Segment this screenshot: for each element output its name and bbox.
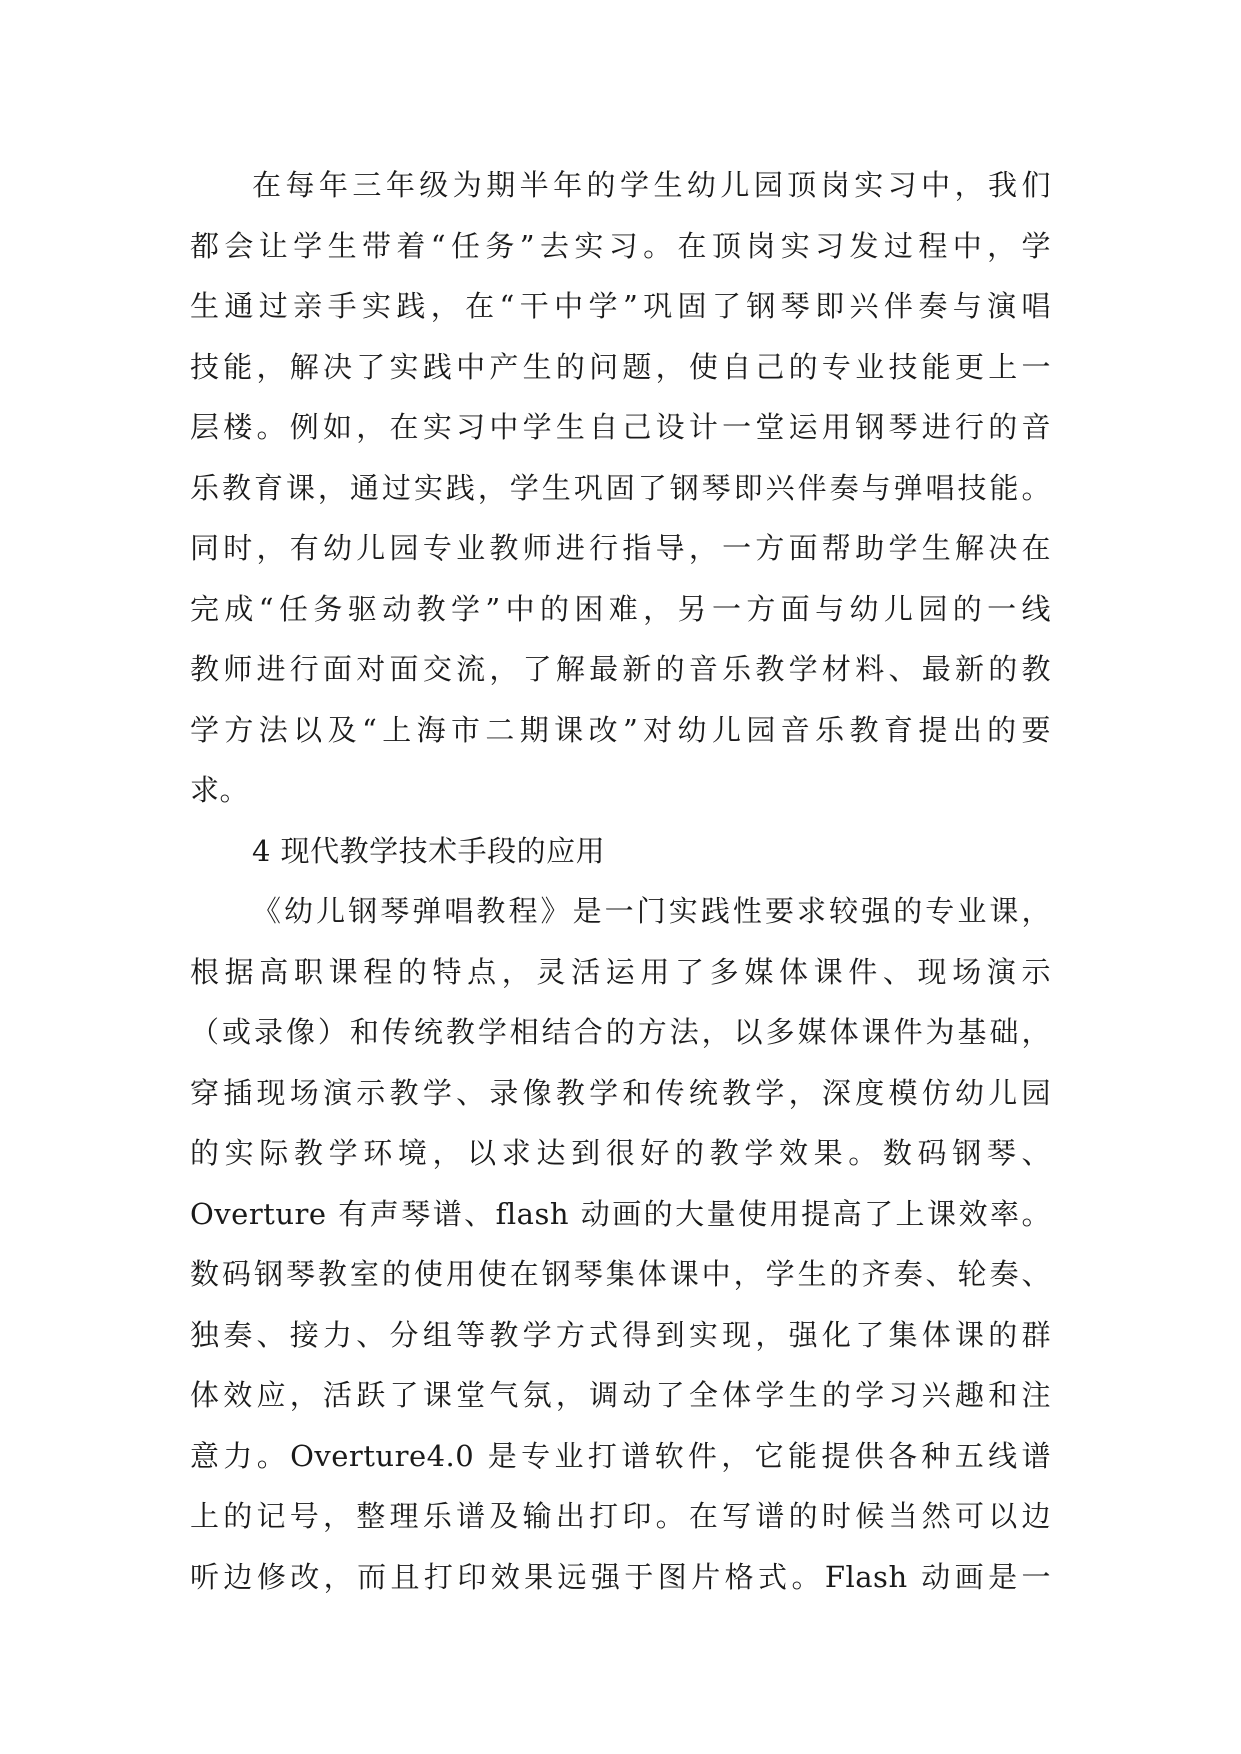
text-line: 上的记号，整理乐谱及输出打印。在写谱的时候当然可以边: [190, 1499, 1051, 1533]
section-heading: 4 现代教学技术手段的应用: [252, 833, 606, 868]
text-line: 求。: [190, 773, 250, 807]
text-line: Overture 有声琴谱、flash 动画的大量使用提高了上课效率。: [190, 1196, 1051, 1231]
text-line: 的实际教学环境，以求达到很好的教学效果。数码钢琴、: [190, 1136, 1051, 1170]
text-line: 生通过亲手实践，在“干中学”巩固了钢琴即兴伴奏与演唱: [190, 289, 1051, 323]
text-line: 穿插现场演示教学、录像教学和传统教学，深度模仿幼儿园: [190, 1075, 1051, 1110]
text-line: 都会让学生带着“任务”去实习。在顶岗实习发过程中，学: [190, 228, 1051, 263]
text-line: 体效应，活跃了课堂气氛，调动了全体学生的学习兴趣和注: [190, 1378, 1051, 1412]
text-line: 数码钢琴教室的使用使在钢琴集体课中，学生的齐奏、轮奏、: [190, 1257, 1051, 1291]
text-line: 在每年三年级为期半年的学生幼儿园顶岗实习中，我们: [252, 168, 1051, 202]
text-line: 独奏、接力、分组等教学方式得到实现，强化了集体课的群: [190, 1317, 1051, 1352]
text-line: 教师进行面对面交流，了解最新的音乐教学材料、最新的教: [190, 652, 1051, 686]
text-line: 听边修改，而且打印效果远强于图片格式。Flash 动画是一: [190, 1559, 1051, 1594]
text-line: 同时，有幼儿园专业教师进行指导，一方面帮助学生解决在: [190, 531, 1051, 565]
paragraph-internship: [190, 155, 1051, 821]
text-line: 技能，解决了实践中产生的问题，使自己的专业技能更上一: [190, 349, 1051, 384]
text-line: 根据高职课程的特点，灵活运用了多媒体课件、现场演示: [190, 954, 1051, 989]
text-line: 学方法以及“上海市二期课改”对幼儿园音乐教育提出的要: [190, 712, 1051, 747]
text-line: 《幼儿钢琴弹唱教程》是一门实践性要求较强的专业课，: [252, 894, 1051, 928]
text-line: 层楼。例如，在实习中学生自己设计一堂运用钢琴进行的音: [190, 410, 1051, 444]
paragraph-technology: [190, 881, 1051, 1607]
text-line: 乐教育课，通过实践，学生巩固了钢琴即兴伴奏与弹唱技能。: [190, 470, 1051, 505]
document-body: [190, 155, 1051, 1607]
text-line: （或录像）和传统教学相结合的方法，以多媒体课件为基础，: [190, 1015, 1051, 1049]
text-line: 意力。Overture4.0 是专业打谱软件，它能提供各种五线谱: [190, 1438, 1051, 1473]
text-line: 完成“任务驱动教学”中的困难，另一方面与幼儿园的一线: [190, 591, 1051, 626]
